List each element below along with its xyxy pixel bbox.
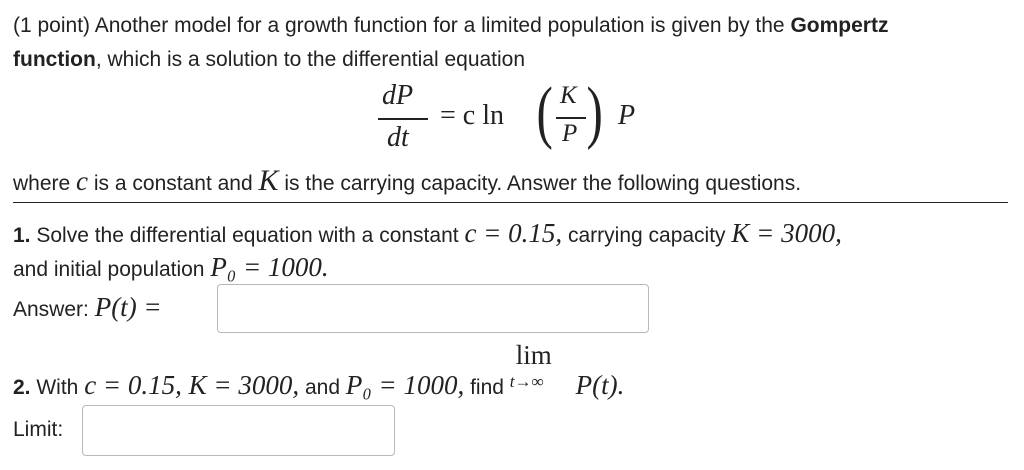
- where-text-3: is the carrying capacity. Answer the following questions.: [284, 172, 802, 195]
- limit-label: Limit:: [13, 418, 64, 441]
- q2-number: 2.: [13, 376, 31, 399]
- intro-rest: , which is a solution to the differential equation: [95, 48, 526, 71]
- answer-label: Answer:: [13, 298, 89, 321]
- dp-numerator: dP: [382, 80, 414, 111]
- k-over-p-fraction: [556, 82, 586, 158]
- q2-text-a: With: [36, 376, 79, 399]
- p-of-t-expr: P(t) =: [94, 292, 162, 322]
- gompertz-term: Gompertz: [790, 14, 889, 37]
- fraction-bar: [378, 118, 428, 120]
- trailing-p: P: [618, 100, 636, 131]
- differential-equation: [378, 74, 668, 160]
- q1-text-c: and initial population: [13, 258, 205, 281]
- q1-line-2: [13, 252, 329, 283]
- function-term: function: [13, 48, 96, 71]
- limit-input[interactable]: [82, 405, 395, 456]
- where-text-2: is a constant and: [93, 172, 253, 195]
- lim-word: lim: [515, 340, 552, 370]
- k-numerator: K: [560, 82, 577, 109]
- right-paren: ): [586, 74, 603, 151]
- q1-c-expr: c = 0.15,: [464, 218, 563, 248]
- dt-denominator: dt: [387, 122, 409, 153]
- fraction-bar: [556, 117, 586, 119]
- q1-p0-expr: P₀ = 1000.: [210, 252, 329, 282]
- q1-line-1: [13, 218, 842, 249]
- intro-line-2: [13, 48, 525, 72]
- q2-c-k-expr: c = 0.15, K = 3000,: [84, 370, 300, 400]
- k-symbol: K: [258, 164, 279, 197]
- intro-line-1: [13, 14, 888, 38]
- answer-input[interactable]: [217, 284, 649, 333]
- q2-p0-expr: P₀ = 1000,: [345, 370, 465, 400]
- where-text-1: where: [13, 172, 71, 195]
- q1-k-expr: K = 3000,: [731, 218, 842, 248]
- equals-c-ln: = c ln: [440, 100, 504, 131]
- q1-text-a: Solve the differential equation with a constant: [36, 224, 459, 247]
- lim-subscript: t→∞: [509, 372, 544, 391]
- q2-line: [13, 340, 625, 401]
- left-paren: (: [536, 74, 553, 151]
- q2-text-c: find: [470, 376, 504, 399]
- dp-dt-fraction: [378, 78, 430, 160]
- q1-text-b: carrying capacity: [568, 224, 726, 247]
- p-denominator: P: [562, 120, 578, 147]
- where-line: [13, 164, 801, 198]
- intro-text: (1 point) Another model for a growth function for a limited population is given by the: [13, 14, 785, 37]
- lim-tail: P(t).: [575, 370, 625, 400]
- q1-number: 1.: [13, 224, 31, 247]
- q2-limit-row: [13, 418, 63, 442]
- q1-answer-row: [13, 292, 162, 323]
- limit-operator: [509, 340, 570, 394]
- section-divider: [13, 202, 1008, 203]
- c-symbol: c: [76, 166, 89, 196]
- q2-text-b: and: [304, 376, 341, 399]
